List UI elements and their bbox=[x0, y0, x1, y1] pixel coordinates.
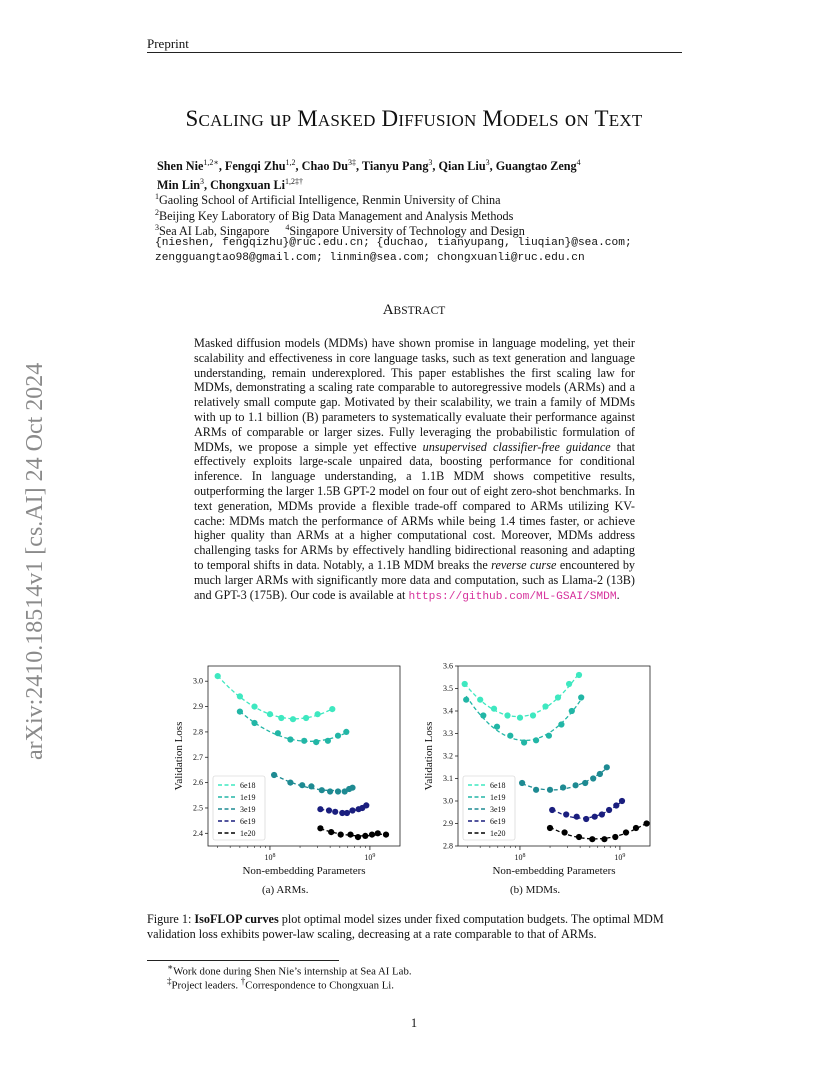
paper-title: SCALING uP MASKED DIFFUSION MODELS oN TEXT bbox=[185, 106, 643, 131]
legend-label-3e19: 3e19 bbox=[240, 805, 256, 814]
data-point-1e19 bbox=[325, 738, 331, 744]
data-point-6e18 bbox=[329, 706, 335, 712]
x-tick-label: $10^9$ bbox=[614, 853, 626, 862]
data-point-6e19 bbox=[332, 809, 338, 815]
data-point-1e19 bbox=[533, 737, 539, 743]
data-point-6e18 bbox=[504, 712, 510, 718]
data-point-6e19 bbox=[549, 807, 555, 813]
series-fit-curve-6e18 bbox=[218, 676, 333, 719]
y-tick-label: 2.8 bbox=[193, 727, 203, 737]
data-point-1e19 bbox=[546, 733, 552, 739]
data-point-6e19 bbox=[592, 814, 598, 820]
data-point-6e18 bbox=[215, 673, 221, 679]
x-tick-label: $10^9$ bbox=[364, 853, 376, 862]
x-tick-label: $10^8$ bbox=[264, 853, 276, 862]
data-point-6e18 bbox=[267, 711, 273, 717]
y-tick-label: 2.6 bbox=[193, 778, 203, 788]
data-point-3e19 bbox=[299, 782, 305, 788]
data-point-3e19 bbox=[533, 787, 539, 793]
y-tick-label: 2.4 bbox=[193, 828, 203, 838]
email-line-1: {nieshen, fengqizhu}@ruc.edu.cn; {duchao, tianyupang, liuqian}@sea.com; bbox=[155, 237, 632, 249]
data-point-6e19 bbox=[349, 807, 355, 813]
data-point-1e20 bbox=[623, 829, 629, 835]
data-point-1e20 bbox=[589, 836, 595, 842]
y-tick-label: 3.2 bbox=[443, 751, 453, 761]
data-point-1e19 bbox=[507, 733, 513, 739]
data-point-6e19 bbox=[363, 802, 369, 808]
x-axis-label: Non-embedding Parameters bbox=[492, 865, 616, 877]
y-tick-label: 3.0 bbox=[443, 796, 453, 806]
author-name: Fengqi Zhu bbox=[224, 159, 286, 174]
data-point-1e19 bbox=[578, 694, 584, 700]
author-affiliation-mark: 3 bbox=[428, 158, 433, 167]
data-point-6e18 bbox=[530, 712, 536, 718]
y-tick-label: 2.9 bbox=[443, 819, 453, 828]
data-point-6e18 bbox=[278, 715, 284, 721]
y-tick-label: 2.8 bbox=[443, 841, 453, 851]
data-point-6e19 bbox=[344, 810, 350, 816]
data-point-6e18 bbox=[566, 681, 572, 687]
author-line-2: Min Lin$^3$, Chongxuan $Li^{1,2\ddagger\dagger}$ bbox=[157, 177, 303, 193]
data-point-1e19 bbox=[343, 729, 349, 735]
data-point-3e19 bbox=[319, 787, 325, 793]
data-point-6e18 bbox=[237, 693, 243, 699]
data-point-1e20 bbox=[375, 830, 381, 836]
data-point-6e18 bbox=[251, 704, 257, 710]
data-point-1e20 bbox=[562, 829, 568, 835]
author-name: Tianyu Pang bbox=[361, 159, 429, 174]
data-point-6e18 bbox=[477, 697, 483, 703]
data-point-6e19 bbox=[606, 807, 612, 813]
figure-caption: Figure 1: IsoFLOP curves plot optimal model sizes under fixed computation budgets. The optimal MDM validation loss exhibits power-law scaling, decreasing at a rate comparable to that of ARMs. bbox=[147, 912, 664, 941]
subcaption-b: (b) MDMs. bbox=[510, 884, 561, 896]
legend-label-6e19: 6e19 bbox=[240, 817, 256, 826]
data-point-6e18 bbox=[303, 715, 309, 721]
data-point-3e19 bbox=[519, 780, 525, 786]
data-point-3e19 bbox=[597, 771, 603, 777]
data-point-3e19 bbox=[590, 775, 596, 781]
data-point-6e19 bbox=[599, 811, 605, 817]
data-point-6e18 bbox=[542, 703, 548, 709]
author-affiliation-mark: 1,2∗ bbox=[203, 158, 219, 167]
y-tick-label: 2.5 bbox=[193, 803, 203, 813]
legend-label-3e19: 3e19 bbox=[490, 805, 506, 814]
legend-label-1e19: 1e19 bbox=[490, 793, 506, 802]
data-point-3e19 bbox=[573, 782, 579, 788]
data-point-1e20 bbox=[338, 832, 344, 838]
legend-label-6e18: 6e18 bbox=[490, 781, 506, 790]
y-tick-label: 2.9 bbox=[193, 702, 203, 712]
data-point-1e20 bbox=[547, 825, 553, 831]
author-list bbox=[157, 155, 677, 193]
data-point-3e19 bbox=[349, 785, 355, 791]
chart-arms bbox=[170, 660, 410, 880]
data-point-3e19 bbox=[287, 780, 293, 786]
data-point-1e19 bbox=[569, 708, 575, 714]
author-affiliation-mark: 3 bbox=[485, 158, 490, 167]
series-fit-curve-6e18 bbox=[465, 673, 579, 716]
author-name: Guangtao Zeng bbox=[495, 159, 577, 174]
x-axis-label: Non-embedding Parameters bbox=[242, 865, 366, 877]
author-name: Qian Liu bbox=[438, 159, 486, 174]
email-line-2: zengguangtao98@gmail.com; linmin@sea.com; chongxuanli@ruc.edu.cn bbox=[155, 252, 585, 264]
data-point-1e20 bbox=[383, 832, 389, 838]
data-point-6e19 bbox=[563, 811, 569, 817]
y-axis-label: Validation Loss bbox=[173, 721, 185, 791]
y-tick-label: 3.0 bbox=[193, 676, 203, 686]
author-affiliation-mark: 1,2‡† bbox=[284, 177, 303, 187]
y-tick-label: 3.5 bbox=[443, 684, 453, 693]
footnote-1: ∗Work done during Shen Nie’s internship at Sea AI Lab. bbox=[167, 962, 412, 978]
data-point-1e20 bbox=[576, 834, 582, 840]
y-tick-label: 3.4 bbox=[443, 706, 453, 716]
author-affiliation-mark: 1,2 bbox=[285, 158, 296, 167]
author-name: Shen Nie bbox=[157, 159, 204, 174]
data-point-6e18 bbox=[491, 706, 497, 712]
y-tick-label: 3.6 bbox=[443, 661, 453, 671]
author-line-1: Shen Nie$^{1,2∗}$, Fengqi Zhu$^{1,2}$, Chao $Du^{3\ddagger}$, Tianyu Pang$^3$, Qian Liu$^3$, Guangtao Zeng$^4$ bbox=[157, 158, 581, 174]
data-point-1e20 bbox=[317, 825, 323, 831]
y-tick-label: 3.1 bbox=[443, 774, 453, 783]
data-point-3e19 bbox=[271, 772, 277, 778]
data-point-1e20 bbox=[355, 834, 361, 840]
legend-label-1e20: 1e20 bbox=[240, 829, 256, 838]
footnote-2: ‡Project leaders. †Correspondence to Chongxuan Li. bbox=[167, 976, 394, 992]
arxiv-stamp: arXiv:2410.18514v1 [cs.AI] 24 Oct 2024 bbox=[22, 362, 48, 760]
code-link[interactable]: https://github.com/ML-GSAI/SMDM bbox=[408, 590, 617, 603]
abstract-heading: ABSTRACT bbox=[382, 302, 446, 318]
data-point-1e19 bbox=[558, 721, 564, 727]
data-point-6e18 bbox=[517, 715, 523, 721]
data-point-1e19 bbox=[287, 736, 293, 742]
data-point-1e20 bbox=[328, 829, 334, 835]
data-point-3e19 bbox=[582, 780, 588, 786]
data-point-1e20 bbox=[362, 833, 368, 839]
data-point-6e18 bbox=[290, 716, 296, 722]
affiliation-1: $^1$Gaoling School of Artificial Intelligence, Renmin University of China bbox=[155, 192, 501, 208]
data-point-1e19 bbox=[313, 739, 319, 745]
data-point-3e19 bbox=[335, 788, 341, 794]
chart-mdms bbox=[420, 660, 660, 880]
data-point-6e18 bbox=[462, 681, 468, 687]
data-point-3e19 bbox=[308, 783, 314, 789]
data-point-1e19 bbox=[301, 738, 307, 744]
legend-label-6e19: 6e19 bbox=[490, 817, 506, 826]
series-fit-curve-1e19 bbox=[240, 711, 346, 741]
legend-label-1e20: 1e20 bbox=[490, 829, 506, 838]
data-point-1e19 bbox=[237, 709, 243, 715]
data-point-6e18 bbox=[576, 672, 582, 678]
author-affiliation-mark: 3 bbox=[200, 177, 205, 187]
data-point-3e19 bbox=[327, 788, 333, 794]
y-tick-label: 3.3 bbox=[443, 729, 453, 738]
data-point-6e19 bbox=[326, 807, 332, 813]
data-point-1e20 bbox=[601, 836, 607, 842]
x-tick-label: $10^8$ bbox=[514, 853, 526, 862]
y-axis-label: Validation Loss bbox=[423, 721, 435, 791]
data-point-1e19 bbox=[463, 697, 469, 703]
data-point-1e20 bbox=[644, 820, 650, 826]
data-point-6e19 bbox=[619, 798, 625, 804]
legend-label-1e19: 1e19 bbox=[240, 793, 256, 802]
author-name: Chongxuan Li bbox=[210, 178, 285, 193]
running-header: Preprint bbox=[147, 36, 189, 51]
y-tick-label: 2.7 bbox=[193, 752, 203, 762]
author-affiliation-mark: 4 bbox=[576, 158, 581, 167]
data-point-1e20 bbox=[369, 832, 375, 838]
header-rule bbox=[147, 52, 682, 53]
page-number: 1 bbox=[410, 1016, 418, 1030]
data-point-1e19 bbox=[251, 720, 257, 726]
data-point-1e19 bbox=[335, 733, 341, 739]
data-point-1e20 bbox=[347, 832, 353, 838]
data-point-1e19 bbox=[521, 739, 527, 745]
data-point-6e19 bbox=[613, 802, 619, 808]
data-point-1e20 bbox=[633, 825, 639, 831]
legend-label-6e18: 6e18 bbox=[240, 781, 256, 790]
abstract-body: Masked diffusion models (MDMs) have shown promise in language modeling, yet their scalability and effectiveness in core language tasks, such as text generation and language understanding, remain underexplored. This paper establishes the first scaling law for MDMs, demonstrating a scaling rate comparable to autoregressive models (ARMs) and a relatively small compute gap. Motivated by their scalability, we train a family of MDMs with up to 1.1 billion (B) parameters to systematically evaluate their performance against ARMs of comparable or larger sizes. Fully leveraging the probabilistic formulation of MDMs, we propose a simple yet effective unsupervised classifier-free guidance that effectively exploits large-scale unpaired data, boosting performance for conditional inference. In language understanding, a 1.1B MDM shows competitive results, outperforming the larger 1.5B GPT-2 model on four out of eight zero-shot benchmarks. In text generation, MDMs provide a flexible trade-off compared to ARMs utilizing KV-cache: MDMs match the performance of ARMs while being 1.4 times faster, or achieve higher quality than ARMs at a higher computational cost. Moreover, MDMs address challenging tasks for ARMs by effectively handling bidirectional reasoning and adapting to temporal shifts in data. Notably, a 1.1B MDM breaks the reverse curse encountered by much larger ARMs with significantly more data and computation, such as Llama-2 (13B) and GPT-3 (175B). Our code is available at https://github.com/ML-GSAI/SMDM. bbox=[194, 336, 636, 603]
footnote-rule bbox=[147, 960, 339, 961]
data-point-1e19 bbox=[275, 730, 281, 736]
author-affiliation-mark: 3‡ bbox=[348, 158, 357, 167]
data-point-3e19 bbox=[560, 784, 566, 790]
data-point-6e19 bbox=[317, 806, 323, 812]
affiliation-3-4: $^3$Sea AI Lab, Singapore $^4$Singapore University of Technology and Design bbox=[155, 223, 525, 239]
data-point-1e19 bbox=[480, 712, 486, 718]
data-point-6e19 bbox=[583, 816, 589, 822]
data-point-1e19 bbox=[494, 724, 500, 730]
author-name: Min Lin bbox=[157, 178, 201, 193]
data-point-6e18 bbox=[555, 694, 561, 700]
data-point-6e18 bbox=[315, 711, 321, 717]
data-point-1e20 bbox=[612, 834, 618, 840]
data-point-3e19 bbox=[604, 764, 610, 770]
affiliation-2: $^2$Beijing Key Laboratory of Big Data Management and Analysis Methods bbox=[155, 208, 514, 224]
author-name: Chao Du bbox=[301, 159, 349, 174]
subcaption-a: (a) ARMs. bbox=[262, 884, 309, 896]
data-point-6e19 bbox=[574, 814, 580, 820]
data-point-3e19 bbox=[547, 787, 553, 793]
